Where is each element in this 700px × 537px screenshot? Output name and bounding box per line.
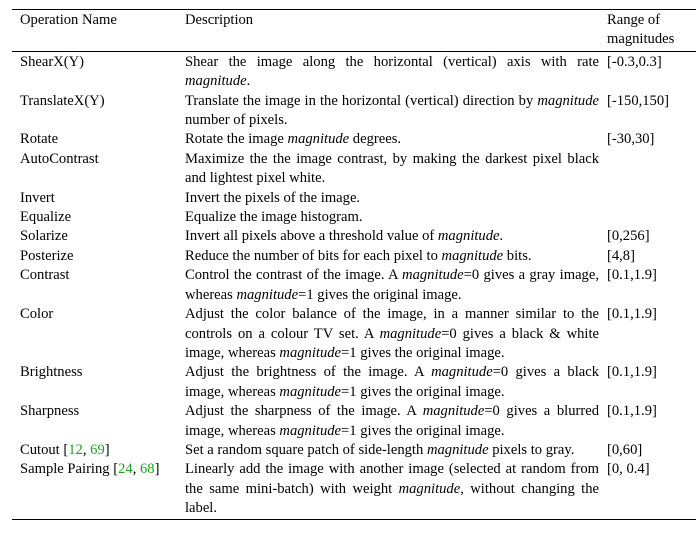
description-cell bbox=[185, 363, 607, 402]
operation-name-cell bbox=[12, 150, 185, 189]
table-row bbox=[12, 150, 696, 189]
description-cell bbox=[185, 441, 607, 460]
description-cell bbox=[185, 189, 607, 208]
description-cell bbox=[185, 150, 607, 189]
operation-name: ShearX(Y) bbox=[20, 53, 85, 70]
description-cell bbox=[185, 460, 607, 519]
operation-name: Cutout bbox=[20, 441, 60, 458]
operation-name: Solarize bbox=[20, 228, 68, 245]
description-emphasis: magnitude bbox=[185, 73, 247, 90]
header-description: Description bbox=[185, 12, 254, 28]
table-row bbox=[12, 208, 696, 227]
operation-name: Equalize bbox=[20, 209, 72, 226]
header-range: Range of magnitudes bbox=[607, 12, 675, 48]
description-cell bbox=[185, 130, 607, 149]
description-text: Control the contrast of the image. A bbox=[185, 267, 403, 284]
operation-name: Posterize bbox=[20, 247, 74, 264]
operation-name: AutoContrast bbox=[20, 150, 99, 167]
table-header bbox=[12, 10, 696, 52]
range-cell: [0.1,1.9] bbox=[607, 306, 657, 323]
range-cell bbox=[607, 150, 696, 189]
description-text: =0 gives a black & white image, whereas bbox=[185, 325, 599, 361]
operation-name: Rotate bbox=[20, 131, 59, 148]
table-row bbox=[12, 130, 696, 149]
citation-link[interactable]: 24 bbox=[118, 461, 133, 478]
description-text: Reduce the number of bits for each pixel to bbox=[185, 247, 442, 264]
table-row bbox=[12, 227, 696, 246]
operation-name-cell bbox=[12, 247, 185, 266]
description-text: Invert the pixels of the image. bbox=[185, 189, 361, 206]
table-row bbox=[12, 305, 696, 363]
description-cell bbox=[185, 266, 607, 305]
operation-name-cell bbox=[12, 402, 185, 441]
description-text: . bbox=[246, 73, 251, 90]
table-row bbox=[12, 51, 696, 91]
description-emphasis: magnitude bbox=[431, 364, 493, 381]
description-emphasis: magnitude bbox=[402, 267, 464, 284]
description-text: =0 gives a gray image, whereas bbox=[185, 267, 599, 303]
range-cell: [0.1,1.9] bbox=[607, 403, 657, 420]
operation-name-cell bbox=[12, 130, 185, 149]
description-emphasis: magnitude bbox=[236, 286, 299, 303]
citation-link[interactable]: 69 bbox=[90, 441, 105, 458]
table-row bbox=[12, 460, 696, 519]
operation-name-cell bbox=[12, 51, 185, 91]
operation-name-cell bbox=[12, 266, 185, 305]
table-row bbox=[12, 189, 696, 208]
description-emphasis: magnitude bbox=[398, 480, 461, 497]
description-emphasis: magnitude bbox=[287, 131, 350, 148]
operation-name-cell: Sample Pairing [24, 68] bbox=[20, 461, 160, 478]
description-emphasis: magnitude bbox=[279, 383, 342, 400]
operation-name: Sharpness bbox=[20, 403, 80, 420]
description-text: Invert all pixels above a threshold value of bbox=[185, 228, 438, 245]
description-text: Linearly add the image with another image (selected at random from the same mini-batch) with weight bbox=[185, 461, 599, 497]
description-text: Adjust the brightness of the image. A bbox=[185, 364, 432, 381]
description-text: Maximize the the image contrast, by making the darkest pixel black and lightest pixel white. bbox=[185, 150, 599, 187]
operation-name-cell bbox=[12, 305, 185, 363]
citation-link[interactable]: 68 bbox=[140, 461, 155, 478]
operation-name: Invert bbox=[20, 189, 55, 206]
operation-name: Sample Pairing bbox=[20, 461, 110, 478]
table-body bbox=[12, 51, 696, 519]
table-row bbox=[12, 266, 696, 305]
description-emphasis: magnitude bbox=[279, 344, 342, 361]
description-emphasis: magnitude bbox=[441, 247, 504, 264]
range-cell bbox=[607, 208, 696, 227]
description-text: . bbox=[499, 228, 504, 245]
description-cell bbox=[185, 51, 607, 91]
description-text: pixels to gray. bbox=[488, 441, 575, 458]
operation-name-cell bbox=[12, 363, 185, 402]
operation-name-cell bbox=[12, 208, 185, 227]
description-text: number of pixels. bbox=[185, 112, 288, 129]
range-cell: [-30,30] bbox=[607, 131, 655, 148]
description-cell bbox=[185, 305, 607, 363]
range-cell: [0,60] bbox=[607, 441, 643, 458]
table-row bbox=[12, 247, 696, 266]
operation-name: TranslateX(Y) bbox=[20, 92, 105, 109]
range-cell: [0.1,1.9] bbox=[607, 364, 657, 381]
description-emphasis: magnitude bbox=[279, 422, 342, 439]
range-cell: [0.1,1.9] bbox=[607, 267, 657, 284]
description-text: Equalize the image histogram. bbox=[185, 209, 363, 226]
range-cell: [0, 0.4] bbox=[607, 461, 650, 478]
operation-name-cell bbox=[12, 92, 185, 131]
table-row bbox=[12, 402, 696, 441]
description-emphasis: magnitude bbox=[379, 325, 442, 342]
description-text: degrees. bbox=[349, 131, 402, 148]
description-emphasis: magnitude bbox=[437, 228, 500, 245]
description-text: =1 gives the original image. bbox=[341, 383, 505, 400]
description-emphasis: magnitude bbox=[422, 403, 485, 420]
description-text: Set a random square patch of side-length bbox=[185, 441, 427, 458]
description-emphasis: magnitude bbox=[537, 92, 599, 109]
description-emphasis: magnitude bbox=[426, 441, 489, 458]
operation-name: Contrast bbox=[20, 267, 70, 284]
citation-link[interactable]: 12 bbox=[68, 441, 83, 458]
description-cell bbox=[185, 208, 607, 227]
augmentation-operations-table bbox=[12, 9, 696, 520]
description-cell bbox=[185, 92, 607, 131]
range-cell: [0,256] bbox=[607, 228, 650, 245]
range-cell: [4,8] bbox=[607, 247, 635, 264]
description-text: , without changing the label. bbox=[185, 480, 599, 517]
description-text: =0 gives a black image, whereas bbox=[185, 364, 599, 400]
description-text: =0 gives a blurred image, whereas bbox=[185, 403, 599, 439]
operation-name-cell bbox=[12, 189, 185, 208]
range-cell bbox=[607, 189, 696, 208]
description-text: =1 gives the original image. bbox=[341, 344, 505, 361]
description-text: Rotate the image bbox=[185, 131, 288, 148]
range-cell: [-150,150] bbox=[607, 92, 670, 109]
description-cell bbox=[185, 227, 607, 246]
description-text: Shear the image along the horizontal (vertical) axis with rate bbox=[185, 53, 599, 70]
table-row bbox=[12, 441, 696, 460]
description-text: Translate the image in the horizontal (vertical) direction by bbox=[185, 92, 538, 109]
range-cell: [-0.3,0.3] bbox=[607, 53, 662, 70]
table-row bbox=[12, 363, 696, 402]
operation-name: Color bbox=[20, 306, 54, 323]
description-text: =1 gives the original image. bbox=[298, 286, 462, 303]
operation-name-cell: Cutout [12, 69] bbox=[20, 441, 110, 458]
description-text: Adjust the color balance of the image, in a manner similar to the controls on a colour TV set. A bbox=[185, 306, 599, 342]
header-operation-name: Operation Name bbox=[20, 12, 117, 28]
description-cell bbox=[185, 247, 607, 266]
operation-name: Brightness bbox=[20, 364, 83, 381]
description-text: bits. bbox=[503, 247, 532, 264]
description-text: Adjust the sharpness of the image. A bbox=[185, 403, 423, 420]
table-row bbox=[12, 92, 696, 131]
description-cell bbox=[185, 402, 607, 441]
operation-name-cell bbox=[12, 227, 185, 246]
header-row bbox=[12, 10, 696, 52]
description-text: =1 gives the original image. bbox=[341, 422, 505, 439]
